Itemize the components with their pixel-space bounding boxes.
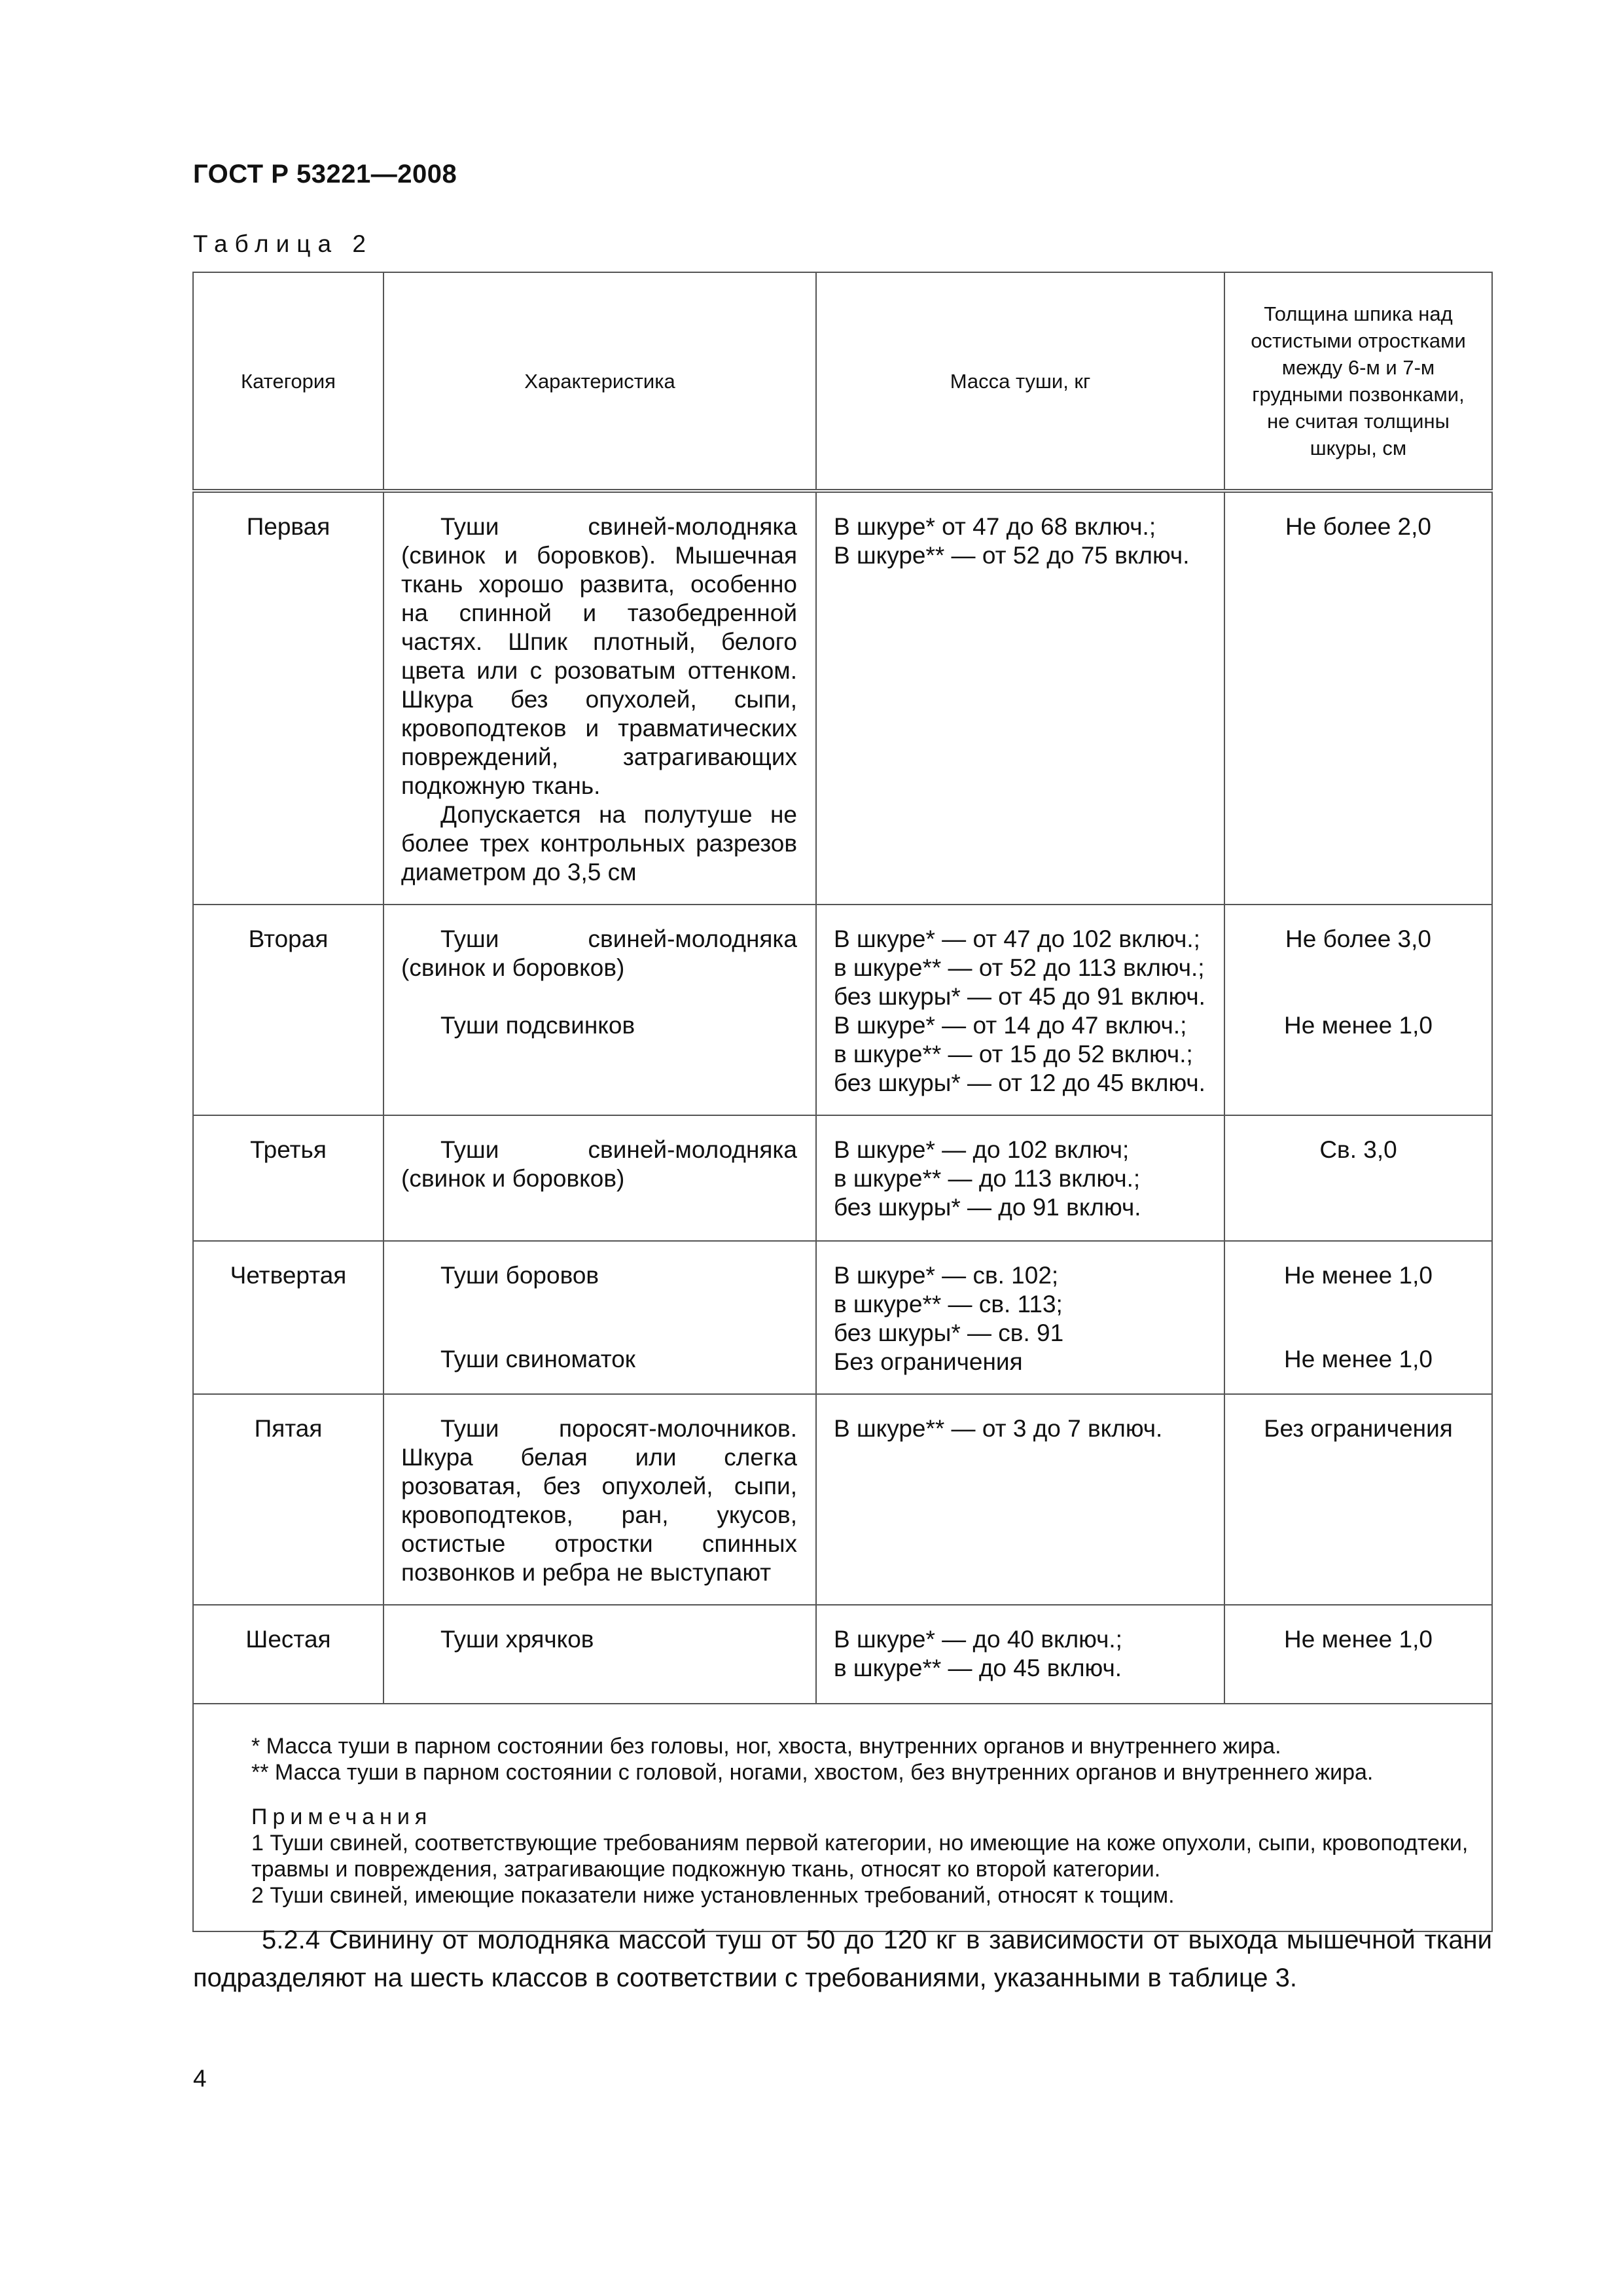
mass-cell [816, 905, 1224, 1115]
table-row [193, 1241, 1492, 1394]
mass-line: В шкуре** — от 52 до 75 включ. [834, 542, 1190, 569]
fat-line: Не менее 1,0 [1284, 1346, 1433, 1372]
header-mass: Масса туши, кг [816, 272, 1224, 491]
footnote: ** Масса туши в парном состоянии с головой, ногами, хвостом, без внутренних органов и внутреннего жира. [251, 1760, 1374, 1785]
mass-line: в шкуре** — до 113 включ.; [834, 1165, 1141, 1192]
footnote: * Масса туши в парном состоянии без головы, ног, хвоста, внутренних органов и внутреннего жира. [251, 1734, 1281, 1759]
category-cell: Шестая [193, 1605, 383, 1704]
table-row [193, 1394, 1492, 1605]
mass-cell [816, 1605, 1224, 1704]
fat-cell: Не менее 1,0 [1224, 1605, 1492, 1704]
category-cell: Четвертая [193, 1241, 383, 1394]
mass-line: в шкуре** — св. 113; [834, 1291, 1063, 1318]
category-cell: Первая [193, 491, 383, 905]
header-category: Категория [193, 272, 383, 491]
characteristic-text: Туши подсвинков [440, 1012, 635, 1039]
fat-line: Не менее 1,0 [1284, 1012, 1433, 1039]
category-cell: Пятая [193, 1394, 383, 1605]
table-caption: Таблица 2 [193, 230, 373, 257]
page-number: 4 [193, 2065, 207, 2092]
mass-line: В шкуре* от 47 до 68 включ.; [834, 513, 1156, 540]
characteristic-text: Туши поросят-молочников. Шкура белая или слегка розоватая, без опухолей, сыпи, кровоподтеков, ран, укусов, остистые отростки спинных позвонков и ребра не выступают [401, 1415, 797, 1586]
characteristic-cell [383, 905, 816, 1115]
table-notes-row [193, 1704, 1492, 1931]
mass-line: без шкуры* — до 91 включ. [834, 1194, 1141, 1221]
mass-line: в шкуре** — от 15 до 52 включ.; [834, 1041, 1193, 1067]
fat-line: Не более 3,0 [1285, 925, 1431, 952]
characteristic-text: Туши свиней-молодняка (свинок и боровков). Мышечная ткань хорошо развита, особенно на спинной и тазобедренной частях. Шпик плотный, белого цвета или с розоватым оттенком. Шкура без опухолей, сыпи, кровоподтеков и травматических повреждений, затрагивающих подкожную ткань. [401, 513, 797, 799]
mass-line: в шкуре** — от 52 до 113 включ.; [834, 954, 1205, 981]
mass-cell [816, 1115, 1224, 1241]
characteristic-cell [383, 1115, 816, 1241]
mass-cell [816, 1241, 1224, 1394]
mass-cell [816, 1394, 1224, 1605]
mass-line: В шкуре** — от 3 до 7 включ. [834, 1415, 1163, 1442]
category-cell: Третья [193, 1115, 383, 1241]
table-row [193, 1115, 1492, 1241]
characteristic-text: Допускается на полутуше не более трех контрольных разрезов диаметром до 3,5 см [401, 801, 797, 886]
fat-cell: Без ограничения [1224, 1394, 1492, 1605]
mass-line: В шкуре* — от 47 до 102 включ.; [834, 925, 1200, 952]
document-header: ГОСТ Р 53221—2008 [193, 160, 457, 188]
mass-line: В шкуре* — св. 102; [834, 1262, 1059, 1289]
fat-line: Не менее 1,0 [1284, 1262, 1433, 1289]
characteristic-text: Туши свиноматок [440, 1346, 635, 1372]
header-characteristic: Характеристика [383, 272, 816, 491]
table-row [193, 1605, 1492, 1704]
paragraph-text: 5.2.4 Свинину от молодняка массой туш от 50 до 120 кг в зависимости от выхода мышечной ткани подразделяют на шесть классов в соответствии с требованиями, указанными в таблице 3. [193, 1926, 1492, 1992]
mass-line: в шкуре** — до 45 включ. [834, 1655, 1122, 1681]
characteristic-text: Туши свиней-молодняка (свинок и боровков) [401, 1136, 797, 1192]
characteristic-cell [383, 491, 816, 905]
mass-line: без шкуры* — св. 91 [834, 1319, 1064, 1346]
characteristic-cell [383, 1605, 816, 1704]
characteristic-text: Туши боровов [440, 1262, 599, 1289]
table-row [193, 491, 1492, 905]
header-fat-thickness: Толщина шпика над остистыми отростками между 6-м и 7-м грудными позвонками, не считая толщины шкуры, см [1224, 272, 1492, 491]
fat-cell: Св. 3,0 [1224, 1115, 1492, 1241]
category-cell: Вторая [193, 905, 383, 1115]
characteristic-cell [383, 1394, 816, 1605]
note-item: 1 Туши свиней, соответствующие требованиям первой категории, но имеющие на коже опухоли, сыпи, кровоподтеки, травмы и повреждения, затрагивающие подкожную ткань, относят ко второй категории. [251, 1831, 1469, 1882]
body-paragraph [193, 1921, 1492, 1997]
mass-cell [816, 491, 1224, 905]
mass-line: Без ограничения [834, 1348, 1023, 1375]
mass-line: В шкуре* — до 102 включ; [834, 1136, 1130, 1163]
fat-cell [1224, 1241, 1492, 1394]
mass-line: без шкуры* — от 45 до 91 включ. [834, 983, 1205, 1010]
note-item: 2 Туши свиней, имеющие показатели ниже установленных требований, относят к тощим. [251, 1883, 1175, 1908]
fat-cell [1224, 905, 1492, 1115]
characteristic-cell [383, 1241, 816, 1394]
mass-line: без шкуры* — от 12 до 45 включ. [834, 1069, 1205, 1096]
table-notes [193, 1704, 1492, 1931]
table-2 [192, 272, 1491, 1932]
table-header-row [193, 272, 1492, 491]
mass-line: В шкуре* — до 40 включ.; [834, 1626, 1122, 1653]
characteristic-text: Туши свиней-молодняка (свинок и боровков) [401, 925, 797, 981]
characteristic-text: Туши хрячков [440, 1626, 594, 1653]
table-row [193, 905, 1492, 1115]
fat-cell: Не более 2,0 [1224, 491, 1492, 905]
mass-line: В шкуре* — от 14 до 47 включ.; [834, 1012, 1187, 1039]
notes-title: Примечания [251, 1804, 433, 1829]
